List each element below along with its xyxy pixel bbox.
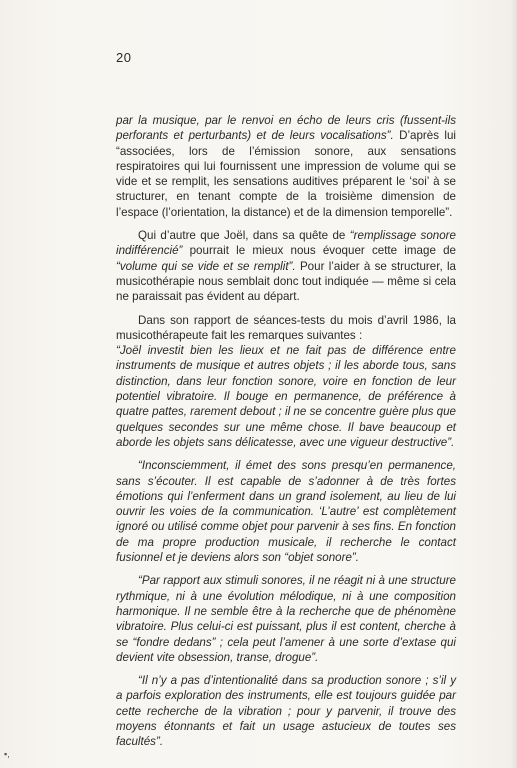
quote-text: ‘L’autre’ est complètement ignoré ou utilisé comme objet pour parvenir à ses fins. En fonction de ma propre production musicale, il recherche le contact fusionnel et je deviens alors son xyxy=(116,505,456,565)
plain-text: Qui d’autre que Joël, dans sa quête de xyxy=(138,229,346,243)
quote-text: “Il n’y a pas d’intentionalité dans sa production sonore ; s’il y a parfois exploration des instruments, elle est toujours guidée par cette recherche de la vibration ; pour y parvenir, il trouve des moyens étonnants et fait un usage astucieux de toutes ses facultés”. xyxy=(116,674,456,749)
paragraph-4 xyxy=(116,458,456,565)
paragraph-5 xyxy=(116,573,456,665)
quote-text: “Joël investit bien les lieux et ne fait pas de différence entre instruments de musique et autres objets ; il les aborde tous, sans distinction, dans leur fonction sonore, voire en fonction de leur potentiel vibratoire. Il bouge en permanence, de préférence à quatre pattes, rarement debout ; il ne se concentre guère plus que quelques secondes sur une même chose. Il bave beaucoup et aborde les objets sans délicatesse, avec une vigueur destructive”. xyxy=(116,344,456,449)
quote-text: “Inconsciemment, il émet des sons presqu’en permanence, sans s’écouter. Il est capable de s’adonner à de très fortes émotions qui l’enferment dans un grand isolement, au lieu de lui ouvrir les voies de la communication. xyxy=(116,459,456,519)
page-number: 20 xyxy=(116,50,132,65)
paragraph-3 xyxy=(116,313,456,451)
quote-text: “remplissage sonore indifférencié” xyxy=(116,229,456,258)
quote-text: “objet sonore”. xyxy=(284,551,359,565)
plain-text: Pour l’aider à se structurer, la musicothérapie nous semblait donc tout indiquée — même si cela ne paraissait pas évident au départ. xyxy=(116,259,456,304)
plain-text: pourrait le mieux nous évoquer cette image de xyxy=(189,244,456,258)
plain-text: D’après lui “associées, lors de l’émission sonore, aux sensations respiratoires qui lui fournissent une impression de volume qui se vide et se remplit, les sensations auditives préparent le ‘soi’ à se structurer, en tenant compte de la troisième dimension de l’espace (l’orientation, la distance) et de la dimension temporelle”. xyxy=(116,129,456,219)
paragraph-2 xyxy=(116,228,456,304)
page-edge-shadow xyxy=(511,0,517,768)
quote-text: par la musique, par le renvoi en écho de leurs cris (fussent-ils perforants et perturbants) et de leurs vocalisations”. xyxy=(116,114,456,143)
plain-text: Dans son rapport de séances-tests du mois d’avril 1986, la musicothérapeute fait les remarques suivantes : xyxy=(116,313,456,342)
body-text xyxy=(116,113,456,758)
quote-text: “volume qui se vide et se remplit”. xyxy=(116,259,296,273)
quote-text: “Par rapport aux stimuli sonores, il ne réagit ni à une structure rythmique, ni à une évolution mélodique, ni à une composition harmonique. Il ne semble être à la recherche que de phénomène vibratoire. Plus celui-ci est puissant, plus il est content, cherche à se “fondre dedans” ; cela peut l’amener à une sorte d’extase qui devient vite obsession, transe, drogue”. xyxy=(116,574,456,664)
edge-mark: ▪, xyxy=(4,749,10,759)
paragraph-6 xyxy=(116,673,456,749)
paragraph-1 xyxy=(116,113,456,220)
